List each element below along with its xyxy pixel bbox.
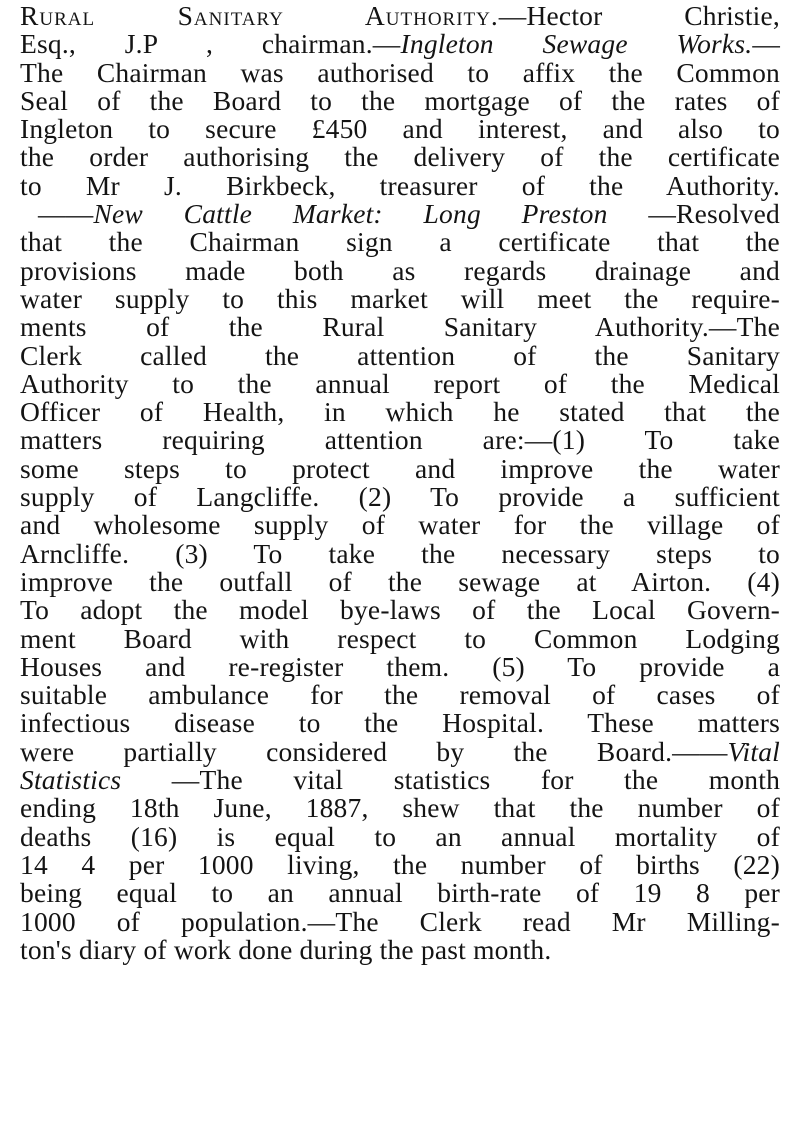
article-text: the order authorising the delivery of the certificate xyxy=(20,141,780,173)
article-text: supply of Langcliffe. (2) To provide a sufficient xyxy=(20,481,781,513)
subheading-text: New Cattle Market: Long Preston xyxy=(93,198,608,230)
article-text: provisions made both as regards drainage and xyxy=(20,254,780,286)
article-line xyxy=(20,879,780,907)
article-text: infectious disease to the Hospital. These matters xyxy=(20,707,781,739)
article-line xyxy=(20,56,780,88)
article-line xyxy=(20,905,780,937)
subheading-text: Vital xyxy=(727,735,781,767)
article-text: ments of the Rural Sanitary Authority.—The xyxy=(20,311,780,343)
article-line xyxy=(20,313,780,341)
article-line xyxy=(20,735,781,767)
article-line xyxy=(20,681,780,709)
article-text: ment Board with respect to Common Lodging xyxy=(20,622,780,654)
article-text: improve the outfall of the sewage at Airton. (4) xyxy=(20,565,780,597)
article-text: that the Chairman sign a certificate that the xyxy=(20,226,780,258)
article-text: 1000 of population.—The Clerk read Mr Milling- xyxy=(20,905,780,937)
article-text: Seal of the Board to the mortgage of the rates of xyxy=(20,84,780,116)
article-line xyxy=(20,596,780,624)
article-line xyxy=(20,650,780,682)
article-line xyxy=(20,820,780,852)
article-line xyxy=(20,143,780,171)
article-line xyxy=(20,794,780,822)
article-text: deaths (16) is equal to an annual mortality of xyxy=(20,820,780,852)
article-text: some steps to protect and improve the water xyxy=(20,452,781,484)
article-line xyxy=(20,452,781,484)
article-line xyxy=(20,565,780,597)
subheading-text: Statistics xyxy=(20,764,122,796)
section-heading: Rural Sanitary Authority. xyxy=(20,0,499,31)
article-line xyxy=(20,339,781,371)
newspaper-article-column xyxy=(20,2,780,964)
article-text: Authority to the annual report of the Medical xyxy=(20,367,780,399)
article-text: to Mr J. Birkbeck, treasurer of the Authority. xyxy=(20,169,780,201)
article-line xyxy=(20,848,780,880)
article-line xyxy=(20,228,780,256)
article-text: 14 4 per 1000 living, the number of births (22) xyxy=(20,848,780,880)
article-text: —The vital statistics for the month xyxy=(121,764,781,796)
article-line xyxy=(20,200,780,228)
article-line xyxy=(20,282,780,314)
article-line xyxy=(20,367,780,399)
article-line xyxy=(20,537,781,569)
article-line xyxy=(20,933,780,965)
article-line xyxy=(20,254,780,286)
article-text: water supply to this market will meet the require- xyxy=(20,282,780,314)
article-line xyxy=(20,30,780,58)
article-text: and wholesome supply of water for the village of xyxy=(20,509,780,541)
article-text: To adopt the model bye-laws of the Local Govern- xyxy=(20,594,781,626)
article-line xyxy=(20,398,780,426)
article-text: Clerk called the attention of the Sanitary xyxy=(20,339,781,371)
article-line xyxy=(20,709,780,737)
article-text: ton's diary of work done during the past month. xyxy=(20,933,552,965)
article-line xyxy=(20,511,780,539)
article-text: Officer of Health, in which he stated that the xyxy=(20,396,781,428)
article-text: —Hector Christie, xyxy=(498,0,780,31)
article-text: The Chairman was authorised to affix the Common xyxy=(20,56,780,88)
article-line xyxy=(20,622,780,654)
article-text: Esq., J.P , chairman.— xyxy=(20,28,401,60)
article-text: Arncliffe. (3) To take the necessary steps to xyxy=(20,537,781,569)
article-text: suitable ambulance for the removal of cases of xyxy=(20,679,780,711)
article-text: ending 18th June, 1887, shew that the number of xyxy=(20,792,780,824)
article-line xyxy=(20,2,780,30)
article-line xyxy=(20,169,780,201)
article-line xyxy=(20,483,780,511)
article-line xyxy=(20,766,780,794)
article-text: Houses and re-register them. (5) To provide a xyxy=(20,650,780,682)
article-line xyxy=(20,84,780,116)
article-text: matters requiring attention are:—(1) To take xyxy=(20,424,781,456)
subheading-text: Ingleton Sewage Works. xyxy=(400,28,753,60)
article-line xyxy=(20,115,780,143)
article-text: — xyxy=(752,28,781,60)
article-text: —— xyxy=(38,198,94,230)
article-text: being equal to an annual birth-rate of 19 8 per xyxy=(20,877,781,909)
article-text: were partially considered by the Board.—— xyxy=(20,735,728,767)
article-text: —Resolved xyxy=(607,198,780,230)
article-line xyxy=(20,426,780,454)
article-text: Ingleton to secure £450 and interest, and also to xyxy=(20,113,780,145)
